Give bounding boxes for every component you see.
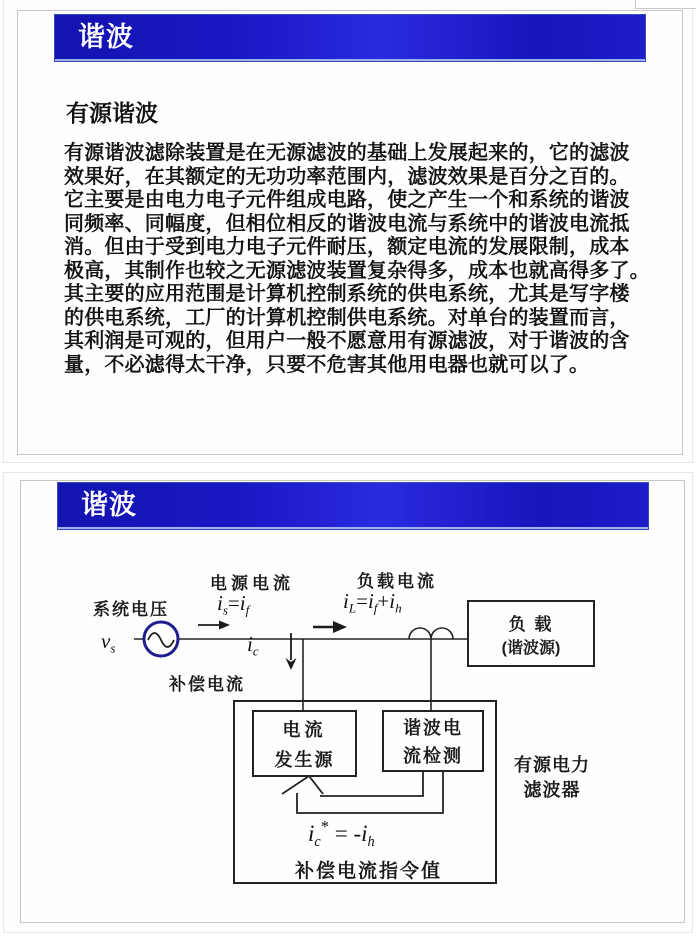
current-source-line1: 电流 (282, 719, 327, 740)
system-voltage-label: 系统电压 (93, 600, 169, 619)
formula-part: s (110, 640, 116, 656)
source-current-label: 电源电流 (210, 574, 294, 593)
formula-part: i (343, 589, 349, 613)
formula-part: * (320, 817, 329, 836)
load-current-arrowhead (333, 621, 347, 633)
load-box-line2: (谐波源) (501, 639, 561, 657)
harmonic-detect-line1: 谐波电 (403, 718, 463, 738)
feedback-arrowhead (282, 776, 323, 794)
body-line: 其主要的应用范围是计算机控制系统的供电系统，尤其是写字楼 (64, 283, 630, 305)
formula-part: i (247, 632, 253, 656)
page-corner-notch (635, 0, 696, 9)
load-current-label: 负载电流 (357, 572, 437, 591)
body-line: 消。但由于受到电力电子元件耐压，额定电流的发展限制，成本 (64, 236, 630, 258)
body-line: 效果好，在其额定的无功功率范围内，滤波效果是百分之百的。 (64, 165, 630, 188)
command-value-formula (308, 817, 375, 851)
compensation-current-label: 补偿电流 (169, 675, 245, 694)
compensation-current-symbol (247, 632, 259, 660)
formula-part: h (395, 600, 402, 616)
slide1-title-bar (55, 15, 645, 61)
formula-part: f (373, 600, 378, 616)
formula-part: f (245, 602, 250, 618)
formula-part: c (252, 643, 259, 659)
formula-part: i (367, 589, 374, 613)
load-current-formula (343, 589, 402, 617)
source-current-formula (217, 591, 249, 619)
slide1-subtitle: 有源谐波 (66, 100, 158, 126)
active-filter-line1: 有源电力 (514, 755, 590, 775)
body-line: 它主要是由电力电子元件组成电路，使之产生一个和系统的谐波 (64, 189, 630, 211)
current-source-caption (253, 711, 356, 776)
formula-part: i (361, 821, 368, 847)
body-line: 的供电系统，工厂的计算机控制供电系统。对单台的装置而言， (64, 306, 630, 329)
body-line: 其利润是可观的，但用户一般不愿意用有源滤波，对于谐波的含 (64, 330, 630, 352)
harmonic-detect-caption (383, 711, 483, 771)
current-transformer-coil (409, 628, 453, 639)
formula-part: h (367, 834, 375, 851)
formula-part: v (101, 629, 111, 653)
body-line: 有源谐波滤除装置是在无源滤波的基础上发展起来的，它的滤波 (64, 142, 630, 164)
command-value-label: 补偿电流指令值 (295, 861, 443, 882)
formula-part: i (217, 591, 223, 615)
formula-part: s (222, 602, 228, 618)
current-source-line2: 发生源 (274, 749, 335, 770)
active-filter-circuit-diagram (21, 481, 684, 922)
slide2-frame (3, 472, 693, 933)
slide2-card (20, 480, 685, 923)
slide1-body-paragraph (64, 142, 650, 377)
feedback-line-2 (297, 771, 443, 813)
formula-part: + (377, 589, 390, 613)
formula-part: = - (329, 821, 362, 847)
slide1-frame (3, 0, 693, 463)
formula-part: L (348, 600, 357, 616)
formula-part: c (314, 834, 321, 851)
load-box-line1: 负 载 (508, 614, 554, 634)
slide2-title: 谐波 (81, 490, 137, 520)
active-filter-label (502, 753, 602, 803)
slide1-card (17, 10, 683, 455)
body-line: 极高，其制作也较之无源滤波装置复杂得多，成本也就高得多了。 (64, 259, 650, 282)
active-filter-line2: 滤波器 (523, 780, 581, 800)
body-line: 量，不必滤得太干净，只要不危害其他用电器也就可以了。 (64, 353, 590, 376)
load-box-caption (468, 601, 594, 666)
formula-part: = (356, 589, 368, 613)
source-current-arrowhead (219, 621, 230, 630)
formula-part: = (227, 591, 240, 615)
harmonic-detect-line2: 流检测 (403, 746, 463, 766)
formula-part: i (389, 589, 396, 613)
slide1-title: 谐波 (78, 22, 134, 52)
vs-formula (101, 629, 115, 657)
formula-part: i (308, 821, 315, 847)
formula-part: i (239, 591, 246, 615)
body-line: 同频率、同幅度，但相位相反的谐波电流与系统中的谐波电流抵 (64, 212, 630, 235)
